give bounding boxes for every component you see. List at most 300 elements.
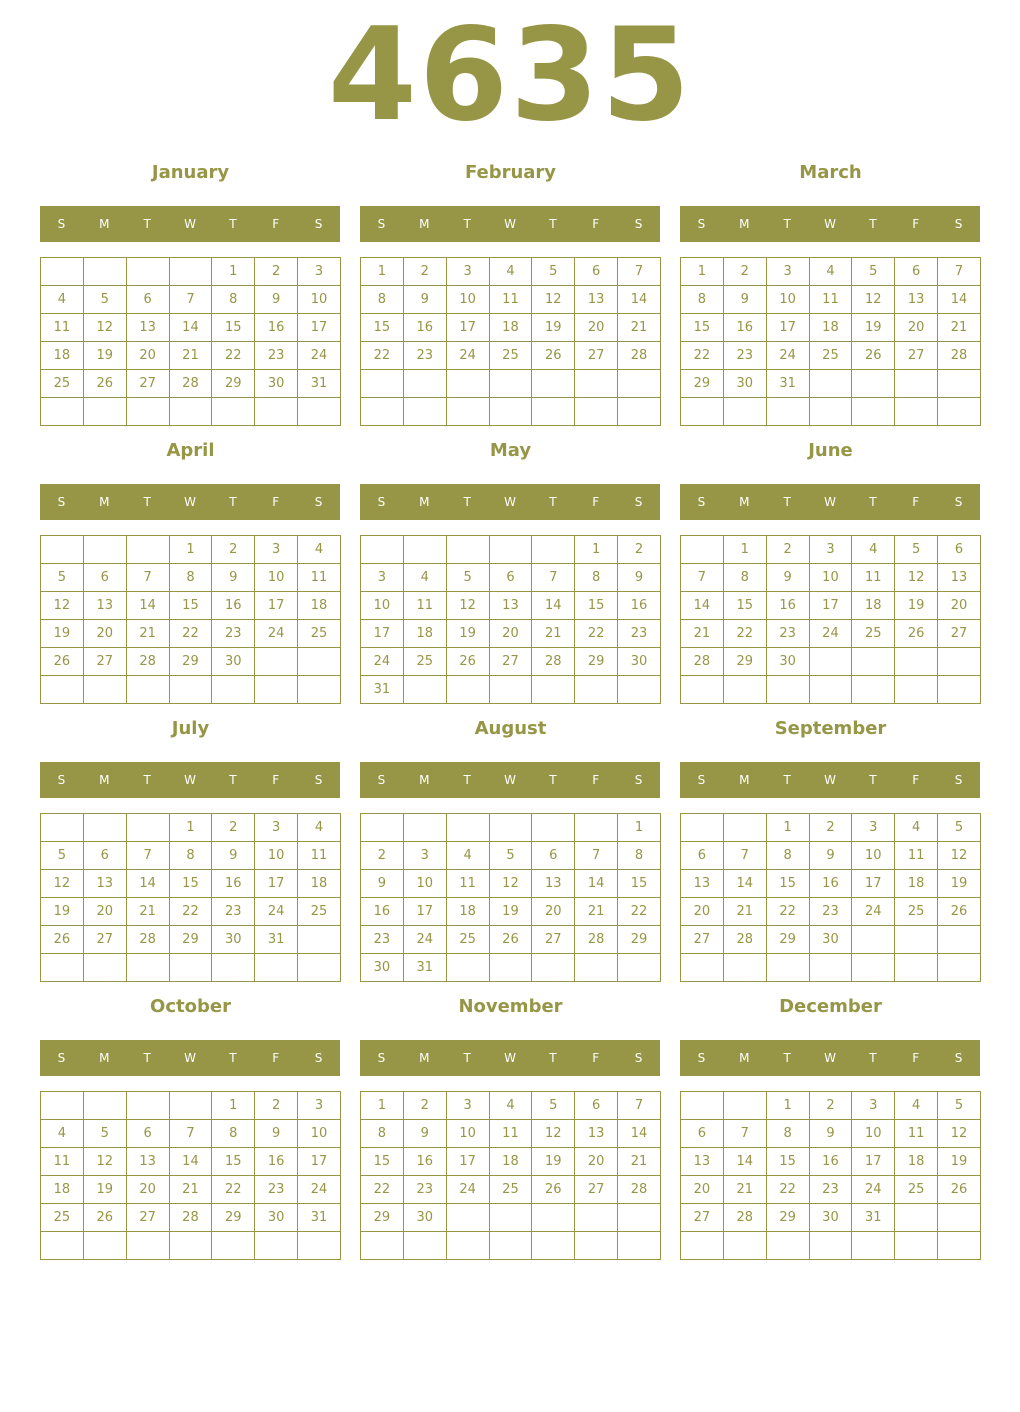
day-cell: 8 <box>723 564 766 592</box>
week-row <box>681 1176 981 1204</box>
day-cell <box>126 814 169 842</box>
week-row <box>361 564 661 592</box>
day-cell: 15 <box>766 870 809 898</box>
weekday-header <box>360 1040 660 1076</box>
day-cell: 27 <box>126 1204 169 1232</box>
weekday-label: S <box>314 1051 323 1065</box>
day-cell <box>489 676 532 704</box>
day-grid <box>360 813 661 982</box>
day-cell <box>255 676 298 704</box>
day-cell: 17 <box>298 1148 341 1176</box>
day-cell: 6 <box>938 536 981 564</box>
day-cell <box>895 648 938 676</box>
week-row <box>681 592 981 620</box>
day-cell <box>532 954 575 982</box>
day-cell: 12 <box>532 1120 575 1148</box>
day-cell <box>361 398 404 426</box>
day-cell: 27 <box>126 370 169 398</box>
day-cell: 2 <box>618 536 661 564</box>
day-cell: 28 <box>681 648 724 676</box>
day-cell: 1 <box>361 1092 404 1120</box>
day-cell: 24 <box>255 898 298 926</box>
day-cell: 30 <box>723 370 766 398</box>
day-cell: 2 <box>766 536 809 564</box>
day-cell <box>126 1232 169 1260</box>
day-cell: 25 <box>809 342 852 370</box>
day-cell: 5 <box>41 564 84 592</box>
day-cell: 27 <box>489 648 532 676</box>
day-cell: 1 <box>723 536 766 564</box>
day-cell <box>575 1232 618 1260</box>
day-cell: 15 <box>169 870 212 898</box>
day-cell <box>83 676 126 704</box>
month-title: November <box>458 996 563 1017</box>
day-cell: 20 <box>681 898 724 926</box>
day-cell <box>361 1232 404 1260</box>
day-cell <box>532 1232 575 1260</box>
weekday-header <box>360 206 660 242</box>
week-row <box>681 564 981 592</box>
day-cell <box>169 1232 212 1260</box>
day-cell: 13 <box>575 1120 618 1148</box>
weekday-label: F <box>272 217 280 231</box>
weekday-label: T <box>549 495 557 509</box>
day-cell: 30 <box>255 1204 298 1232</box>
day-cell: 9 <box>809 1120 852 1148</box>
day-cell: 4 <box>41 286 84 314</box>
day-grid <box>40 257 341 426</box>
day-cell: 20 <box>489 620 532 648</box>
day-cell: 4 <box>895 814 938 842</box>
day-cell <box>41 398 84 426</box>
day-cell: 27 <box>532 926 575 954</box>
day-cell: 5 <box>489 842 532 870</box>
day-cell: 22 <box>212 1176 255 1204</box>
day-cell: 4 <box>41 1120 84 1148</box>
day-cell: 28 <box>938 342 981 370</box>
day-cell: 6 <box>489 564 532 592</box>
week-row <box>681 676 981 704</box>
day-cell: 10 <box>446 1120 489 1148</box>
day-cell <box>618 954 661 982</box>
weekday-label: S <box>634 217 643 231</box>
day-cell: 2 <box>255 1092 298 1120</box>
day-cell <box>83 258 126 286</box>
day-cell: 3 <box>446 1092 489 1120</box>
day-cell: 3 <box>255 814 298 842</box>
day-cell: 4 <box>298 814 341 842</box>
day-cell <box>532 370 575 398</box>
day-cell: 26 <box>83 1204 126 1232</box>
day-cell: 6 <box>575 258 618 286</box>
day-cell: 28 <box>169 370 212 398</box>
day-cell: 30 <box>809 926 852 954</box>
weekday-label: T <box>463 217 471 231</box>
day-cell: 31 <box>403 954 446 982</box>
day-cell <box>938 1232 981 1260</box>
day-cell: 12 <box>41 592 84 620</box>
day-cell: 11 <box>403 592 446 620</box>
day-cell: 23 <box>809 898 852 926</box>
day-cell: 13 <box>681 1148 724 1176</box>
weekday-label: S <box>697 1051 706 1065</box>
day-cell: 22 <box>766 898 809 926</box>
week-row <box>41 842 341 870</box>
day-cell: 16 <box>809 1148 852 1176</box>
day-cell: 5 <box>938 814 981 842</box>
day-cell: 17 <box>446 1148 489 1176</box>
day-cell: 23 <box>766 620 809 648</box>
weekday-label: S <box>697 217 706 231</box>
week-row <box>681 286 981 314</box>
day-cell: 18 <box>895 870 938 898</box>
day-cell <box>83 1232 126 1260</box>
day-cell: 13 <box>681 870 724 898</box>
weekday-header <box>40 206 340 242</box>
day-cell <box>83 398 126 426</box>
day-cell <box>361 814 404 842</box>
day-cell: 25 <box>403 648 446 676</box>
day-cell <box>618 1232 661 1260</box>
day-cell <box>809 370 852 398</box>
day-cell <box>126 536 169 564</box>
day-cell <box>681 398 724 426</box>
day-cell: 26 <box>83 370 126 398</box>
day-cell: 7 <box>618 258 661 286</box>
day-cell: 22 <box>169 898 212 926</box>
day-cell: 7 <box>681 564 724 592</box>
day-cell: 27 <box>83 926 126 954</box>
weekday-label: T <box>229 217 237 231</box>
day-cell: 15 <box>212 314 255 342</box>
day-cell: 1 <box>169 814 212 842</box>
day-cell: 14 <box>126 870 169 898</box>
day-cell: 14 <box>126 592 169 620</box>
day-cell: 23 <box>212 620 255 648</box>
day-cell: 20 <box>681 1176 724 1204</box>
day-cell: 16 <box>809 870 852 898</box>
day-cell: 13 <box>126 314 169 342</box>
day-cell: 17 <box>361 620 404 648</box>
day-cell: 7 <box>575 842 618 870</box>
day-cell: 8 <box>361 286 404 314</box>
day-cell: 28 <box>723 1204 766 1232</box>
day-cell: 3 <box>298 1092 341 1120</box>
day-cell: 10 <box>766 286 809 314</box>
day-cell <box>852 676 895 704</box>
day-cell <box>723 1092 766 1120</box>
weekday-label: F <box>592 773 600 787</box>
day-cell: 20 <box>575 314 618 342</box>
day-cell: 25 <box>489 342 532 370</box>
day-cell: 10 <box>446 286 489 314</box>
day-cell: 18 <box>298 592 341 620</box>
day-cell: 15 <box>723 592 766 620</box>
day-cell: 16 <box>766 592 809 620</box>
week-row <box>361 592 661 620</box>
day-cell <box>532 1204 575 1232</box>
week-row <box>41 398 341 426</box>
day-cell: 12 <box>489 870 532 898</box>
week-row <box>41 1148 341 1176</box>
day-cell: 10 <box>255 842 298 870</box>
day-cell: 23 <box>809 1176 852 1204</box>
day-cell: 8 <box>575 564 618 592</box>
day-cell: 16 <box>403 314 446 342</box>
day-cell <box>895 926 938 954</box>
day-cell: 11 <box>298 842 341 870</box>
day-cell <box>681 676 724 704</box>
day-cell: 30 <box>255 370 298 398</box>
week-row <box>361 676 661 704</box>
weekday-label: W <box>824 773 836 787</box>
day-cell: 21 <box>575 898 618 926</box>
day-cell: 19 <box>852 314 895 342</box>
day-cell: 6 <box>83 842 126 870</box>
weekday-label: T <box>869 217 877 231</box>
day-cell: 14 <box>681 592 724 620</box>
day-cell: 6 <box>126 1120 169 1148</box>
day-cell: 6 <box>895 258 938 286</box>
weekday-label: T <box>143 773 151 787</box>
week-row <box>361 370 661 398</box>
week-row <box>681 842 981 870</box>
day-cell: 1 <box>766 1092 809 1120</box>
day-cell: 14 <box>723 870 766 898</box>
weekday-label: S <box>314 773 323 787</box>
weekday-label: T <box>143 217 151 231</box>
day-cell: 10 <box>852 1120 895 1148</box>
week-row <box>41 926 341 954</box>
day-cell: 10 <box>809 564 852 592</box>
weekday-label: W <box>824 1051 836 1065</box>
day-cell: 1 <box>681 258 724 286</box>
day-cell <box>895 676 938 704</box>
weekday-label: T <box>869 1051 877 1065</box>
day-cell: 28 <box>126 926 169 954</box>
day-cell <box>489 1232 532 1260</box>
week-row <box>681 258 981 286</box>
day-cell: 16 <box>255 1148 298 1176</box>
day-cell: 2 <box>361 842 404 870</box>
day-cell <box>212 676 255 704</box>
day-cell: 26 <box>938 1176 981 1204</box>
day-cell: 30 <box>403 1204 446 1232</box>
weekday-label: W <box>504 1051 516 1065</box>
day-cell <box>852 954 895 982</box>
day-cell: 12 <box>41 870 84 898</box>
day-cell: 6 <box>532 842 575 870</box>
day-cell <box>895 398 938 426</box>
weekday-label: M <box>99 217 110 231</box>
day-cell <box>403 398 446 426</box>
day-cell: 18 <box>41 342 84 370</box>
week-row <box>41 648 341 676</box>
weekday-header <box>360 762 660 798</box>
day-cell: 7 <box>618 1092 661 1120</box>
day-cell: 13 <box>895 286 938 314</box>
day-cell <box>446 1204 489 1232</box>
day-cell: 3 <box>361 564 404 592</box>
day-cell: 24 <box>852 1176 895 1204</box>
week-row <box>41 342 341 370</box>
day-cell: 28 <box>575 926 618 954</box>
day-cell: 11 <box>895 842 938 870</box>
week-row <box>41 954 341 982</box>
day-cell: 30 <box>212 926 255 954</box>
weekday-label: F <box>592 217 600 231</box>
week-row <box>361 258 661 286</box>
week-row <box>681 342 981 370</box>
day-cell <box>852 648 895 676</box>
day-cell: 4 <box>489 258 532 286</box>
day-cell: 26 <box>41 926 84 954</box>
day-cell: 3 <box>446 258 489 286</box>
day-cell: 4 <box>489 1092 532 1120</box>
day-cell: 24 <box>852 898 895 926</box>
day-cell: 20 <box>126 342 169 370</box>
day-cell: 29 <box>169 926 212 954</box>
day-cell: 27 <box>681 926 724 954</box>
week-row <box>361 954 661 982</box>
weekday-label: M <box>419 1051 430 1065</box>
day-grid <box>360 535 661 704</box>
day-cell: 18 <box>895 1148 938 1176</box>
weekday-label: M <box>99 1051 110 1065</box>
day-cell: 10 <box>361 592 404 620</box>
day-cell: 16 <box>212 592 255 620</box>
day-cell <box>809 676 852 704</box>
day-cell: 19 <box>446 620 489 648</box>
day-cell: 26 <box>532 342 575 370</box>
week-row <box>681 954 981 982</box>
week-row <box>361 648 661 676</box>
day-cell: 3 <box>852 814 895 842</box>
day-cell: 31 <box>298 370 341 398</box>
day-cell: 17 <box>255 592 298 620</box>
day-cell <box>446 814 489 842</box>
day-cell: 8 <box>681 286 724 314</box>
day-cell <box>489 536 532 564</box>
day-cell: 25 <box>446 926 489 954</box>
day-cell: 16 <box>403 1148 446 1176</box>
day-cell: 1 <box>766 814 809 842</box>
day-cell: 31 <box>766 370 809 398</box>
day-cell <box>723 398 766 426</box>
day-cell: 7 <box>723 1120 766 1148</box>
day-cell <box>618 398 661 426</box>
day-cell: 22 <box>575 620 618 648</box>
day-cell: 20 <box>575 1148 618 1176</box>
day-cell: 7 <box>126 842 169 870</box>
day-cell: 22 <box>361 1176 404 1204</box>
weekday-label: M <box>419 773 430 787</box>
day-cell: 19 <box>83 1176 126 1204</box>
day-cell <box>532 676 575 704</box>
weekday-label: W <box>504 495 516 509</box>
week-row <box>681 398 981 426</box>
day-cell: 25 <box>298 898 341 926</box>
day-cell: 15 <box>681 314 724 342</box>
day-cell: 4 <box>403 564 446 592</box>
day-cell: 24 <box>298 1176 341 1204</box>
day-cell <box>212 398 255 426</box>
day-cell <box>41 954 84 982</box>
day-cell <box>255 954 298 982</box>
day-cell: 25 <box>298 620 341 648</box>
month-title: January <box>151 162 230 183</box>
week-row <box>681 898 981 926</box>
week-row <box>361 898 661 926</box>
day-cell: 9 <box>255 286 298 314</box>
day-cell: 13 <box>83 592 126 620</box>
day-cell: 27 <box>575 342 618 370</box>
week-row <box>41 592 341 620</box>
day-grid <box>680 1091 981 1260</box>
day-cell: 20 <box>938 592 981 620</box>
day-cell: 4 <box>298 536 341 564</box>
day-cell <box>41 258 84 286</box>
week-row <box>681 1204 981 1232</box>
weekday-label: S <box>314 495 323 509</box>
day-cell: 16 <box>212 870 255 898</box>
day-cell: 22 <box>723 620 766 648</box>
day-cell: 17 <box>766 314 809 342</box>
day-cell: 8 <box>766 1120 809 1148</box>
weekday-label: T <box>463 773 471 787</box>
day-cell <box>575 954 618 982</box>
weekday-label: W <box>824 217 836 231</box>
day-cell: 16 <box>255 314 298 342</box>
day-cell <box>852 926 895 954</box>
day-cell: 10 <box>852 842 895 870</box>
day-cell <box>852 398 895 426</box>
day-cell: 12 <box>446 592 489 620</box>
day-cell <box>618 1204 661 1232</box>
day-cell: 18 <box>403 620 446 648</box>
day-cell: 11 <box>446 870 489 898</box>
weekday-label: F <box>912 217 920 231</box>
weekday-label: S <box>697 495 706 509</box>
week-row <box>41 814 341 842</box>
day-cell <box>852 370 895 398</box>
day-grid <box>360 1091 661 1260</box>
day-cell: 12 <box>895 564 938 592</box>
day-cell <box>532 814 575 842</box>
day-cell: 24 <box>298 342 341 370</box>
week-row <box>681 870 981 898</box>
day-cell: 18 <box>852 592 895 620</box>
day-cell <box>681 814 724 842</box>
weekday-label: S <box>634 773 643 787</box>
day-cell: 24 <box>809 620 852 648</box>
day-cell: 15 <box>169 592 212 620</box>
day-cell <box>938 954 981 982</box>
weekday-label: M <box>739 217 750 231</box>
day-cell: 22 <box>618 898 661 926</box>
day-cell: 1 <box>361 258 404 286</box>
weekday-label: F <box>272 1051 280 1065</box>
day-cell <box>361 370 404 398</box>
day-cell: 14 <box>938 286 981 314</box>
day-cell: 23 <box>255 1176 298 1204</box>
day-cell: 3 <box>298 258 341 286</box>
day-cell <box>169 1092 212 1120</box>
day-cell: 29 <box>169 648 212 676</box>
week-row <box>41 870 341 898</box>
day-cell <box>938 676 981 704</box>
day-cell <box>681 536 724 564</box>
